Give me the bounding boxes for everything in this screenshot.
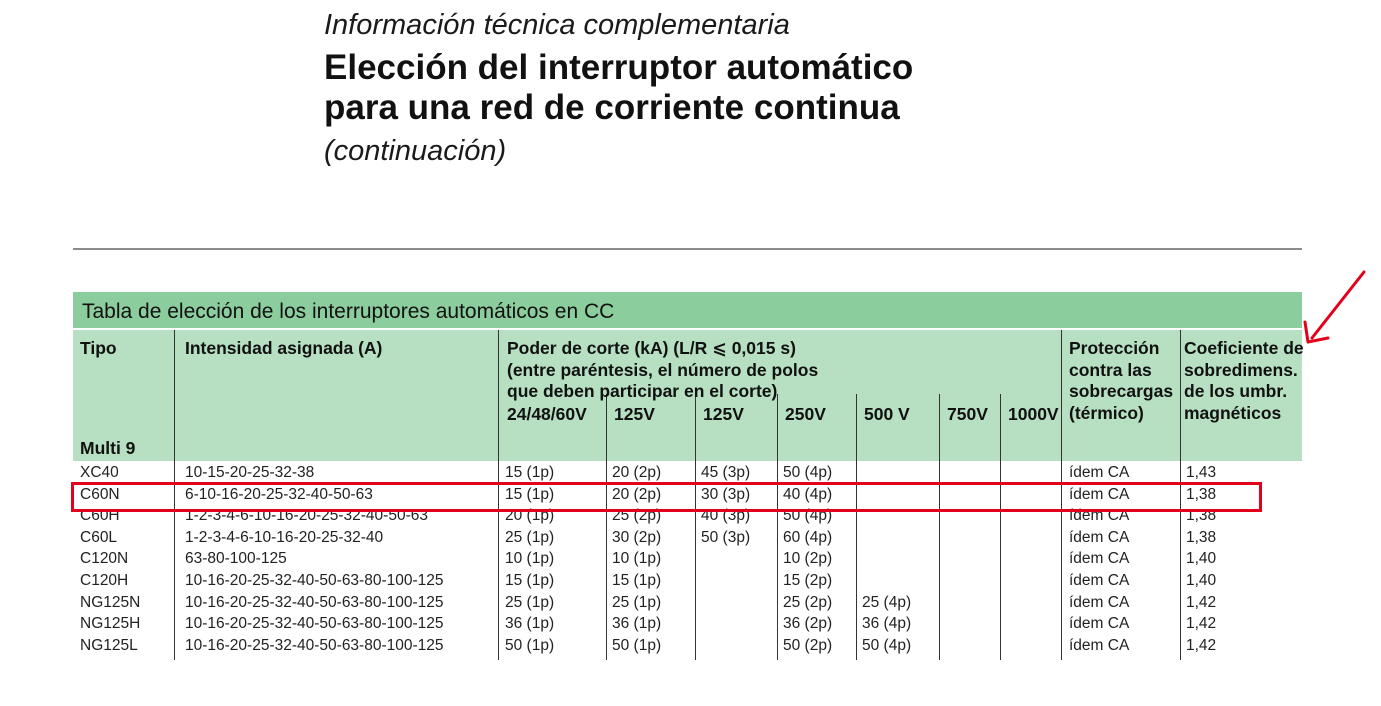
header-voltage-4: 500 V [864, 404, 910, 424]
column-divider [1061, 330, 1062, 660]
cell-v125a: 50 (1p) [612, 636, 662, 654]
cell-tipo: NG125H [80, 615, 141, 633]
cell-v250: 25 (2p) [783, 593, 833, 611]
header-voltage-0: 24/48/60V [507, 404, 587, 424]
cell-coeficiente: 1,40 [1186, 550, 1217, 568]
cell-v250: 10 (2p) [783, 550, 833, 568]
cell-coeficiente: 1,40 [1186, 572, 1217, 589]
cell-coeficiente: 1,38 [1186, 485, 1217, 503]
header-voltage-3: 250V [785, 404, 826, 424]
cell-intensidad: 10-16-20-25-32-40-50-63-80-100-125 [185, 636, 444, 654]
cell-coeficiente: 1,43 [1186, 464, 1217, 481]
cell-intensidad: 63-80-100-125 [185, 550, 287, 568]
cell-v24: 36 (1p) [505, 615, 555, 633]
cell-proteccion: ídem CA [1069, 528, 1130, 546]
column-divider [174, 330, 175, 660]
cell-v24: 25 (1p) [505, 528, 555, 546]
cell-v250: 36 (2p) [783, 615, 833, 633]
cell-v125a: 25 (1p) [612, 593, 662, 611]
cell-v24: 15 (1p) [505, 572, 555, 589]
cell-v125a: 15 (1p) [612, 572, 662, 589]
cell-v125a: 30 (2p) [612, 528, 662, 546]
cell-v125b: 40 (3p) [701, 507, 751, 525]
cell-intensidad: 10-16-20-25-32-40-50-63-80-100-125 [185, 572, 444, 589]
header-voltage-5: 750V [947, 404, 988, 424]
cell-intensidad: 6-10-16-20-25-32-40-50-63 [185, 485, 373, 503]
column-divider [939, 394, 940, 660]
column-divider [498, 330, 499, 660]
header-proteccion-line-3: sobrecargas [1069, 381, 1174, 401]
cell-v125b: 30 (3p) [701, 485, 751, 503]
cell-v24: 25 (1p) [505, 593, 555, 611]
table-title: Tabla de elección de los interruptores automáticos en CC [73, 292, 1302, 328]
column-divider [856, 394, 857, 660]
cell-v250: 50 (4p) [783, 464, 833, 481]
cell-v125a: 25 (2p) [612, 507, 662, 525]
cell-v250: 40 (4p) [783, 485, 833, 503]
red-arrow-icon [1300, 268, 1370, 348]
column-divider [695, 394, 696, 660]
cell-v500: 50 (4p) [862, 636, 912, 654]
cell-coeficiente: 1,38 [1186, 507, 1217, 525]
cell-proteccion: ídem CA [1069, 550, 1130, 568]
header-coeficiente-line-2: sobredimens. [1184, 359, 1298, 380]
cell-tipo: NG125N [80, 593, 141, 611]
cell-v125a: 36 (1p) [612, 615, 662, 633]
column-divider [1180, 330, 1181, 660]
cell-proteccion: ídem CA [1069, 464, 1130, 481]
cell-tipo: C60H [80, 507, 120, 525]
header-poder-line-2: (entre paréntesis, el número de polos [507, 360, 819, 380]
column-divider [606, 394, 607, 660]
cell-v500: 36 (4p) [862, 615, 912, 633]
header-voltage-6: 1000V [1008, 404, 1059, 424]
continuation-label: (continuación) [324, 135, 507, 167]
cell-tipo: XC40 [80, 464, 119, 481]
cell-v500: 25 (4p) [862, 593, 912, 611]
cell-intensidad: 10-16-20-25-32-40-50-63-80-100-125 [185, 593, 444, 611]
cell-coeficiente: 1,42 [1186, 615, 1217, 633]
header-tipo: Tipo [80, 338, 117, 358]
header-poder-line-1: Poder de corte (kA) (L/R ⩽ 0,015 s) [507, 338, 796, 358]
cell-proteccion: ídem CA [1069, 507, 1130, 525]
cell-proteccion: ídem CA [1069, 485, 1130, 503]
page-title-line-1: Elección del interruptor automático [324, 48, 914, 87]
header-proteccion [1069, 338, 1173, 424]
cell-intensidad: 10-15-20-25-32-38 [185, 464, 315, 481]
page-title-line-2: para una red de corriente continua [324, 88, 900, 127]
header-coeficiente-line-3: de los umbr. [1184, 381, 1288, 401]
cell-intensidad: 1-2-3-4-6-10-16-20-25-32-40 [185, 528, 384, 546]
page-subtitle: Información técnica complementaria [324, 9, 790, 41]
cell-coeficiente: 1,38 [1186, 528, 1217, 546]
cell-v125a: 20 (2p) [612, 485, 662, 503]
horizontal-divider [73, 248, 1302, 250]
cell-v125b: 50 (3p) [701, 528, 751, 546]
cell-proteccion: ídem CA [1069, 615, 1130, 633]
group-row-band [73, 432, 1302, 461]
cell-proteccion: ídem CA [1069, 636, 1130, 654]
cell-intensidad: 10-16-20-25-32-40-50-63-80-100-125 [185, 615, 444, 633]
header-coeficiente [1184, 338, 1304, 424]
header-voltage-2: 125V [703, 404, 744, 424]
column-divider [1000, 394, 1001, 660]
column-divider [777, 394, 778, 660]
cell-proteccion: ídem CA [1069, 593, 1130, 611]
header-coeficiente-line-1: Coeficiente de [1184, 338, 1304, 358]
header-proteccion-line-2: contra las [1069, 359, 1152, 380]
cell-v250: 50 (4p) [783, 507, 833, 525]
cell-v24: 15 (1p) [505, 485, 555, 503]
header-intensidad: Intensidad asignada (A) [185, 338, 383, 358]
header-poder-line-3: que deben participar en el corte) [507, 381, 778, 401]
cell-tipo: C120N [80, 550, 129, 568]
cell-v250: 50 (2p) [783, 636, 833, 654]
cell-coeficiente: 1,42 [1186, 636, 1217, 654]
header-proteccion-line-4: (térmico) [1069, 402, 1144, 423]
page-header [324, 6, 913, 170]
page-title [324, 48, 913, 128]
cell-v125b: 45 (3p) [701, 464, 751, 481]
cell-proteccion: ídem CA [1069, 572, 1130, 589]
cell-tipo: C120H [80, 572, 129, 589]
cell-v250: 15 (2p) [783, 572, 833, 589]
cell-v125a: 10 (1p) [612, 550, 662, 568]
cell-v24: 10 (1p) [505, 550, 555, 568]
cell-v250: 60 (4p) [783, 528, 833, 546]
cell-v24: 20 (1p) [505, 507, 555, 525]
cell-v125a: 20 (2p) [612, 464, 662, 481]
cell-tipo: C60L [80, 528, 118, 546]
cell-intensidad: 1-2-3-4-6-10-16-20-25-32-40-50-63 [185, 507, 428, 525]
cell-v24: 15 (1p) [505, 464, 555, 481]
header-proteccion-line-1: Protección [1069, 338, 1160, 358]
cell-coeficiente: 1,42 [1186, 593, 1217, 611]
header-voltage-1: 125V [614, 404, 655, 424]
header-coeficiente-line-4: magnéticos [1184, 402, 1282, 423]
cell-tipo: NG125L [80, 636, 138, 654]
cell-v24: 50 (1p) [505, 636, 555, 654]
cell-tipo: C60N [80, 485, 120, 503]
group-label: Multi 9 [80, 438, 136, 458]
